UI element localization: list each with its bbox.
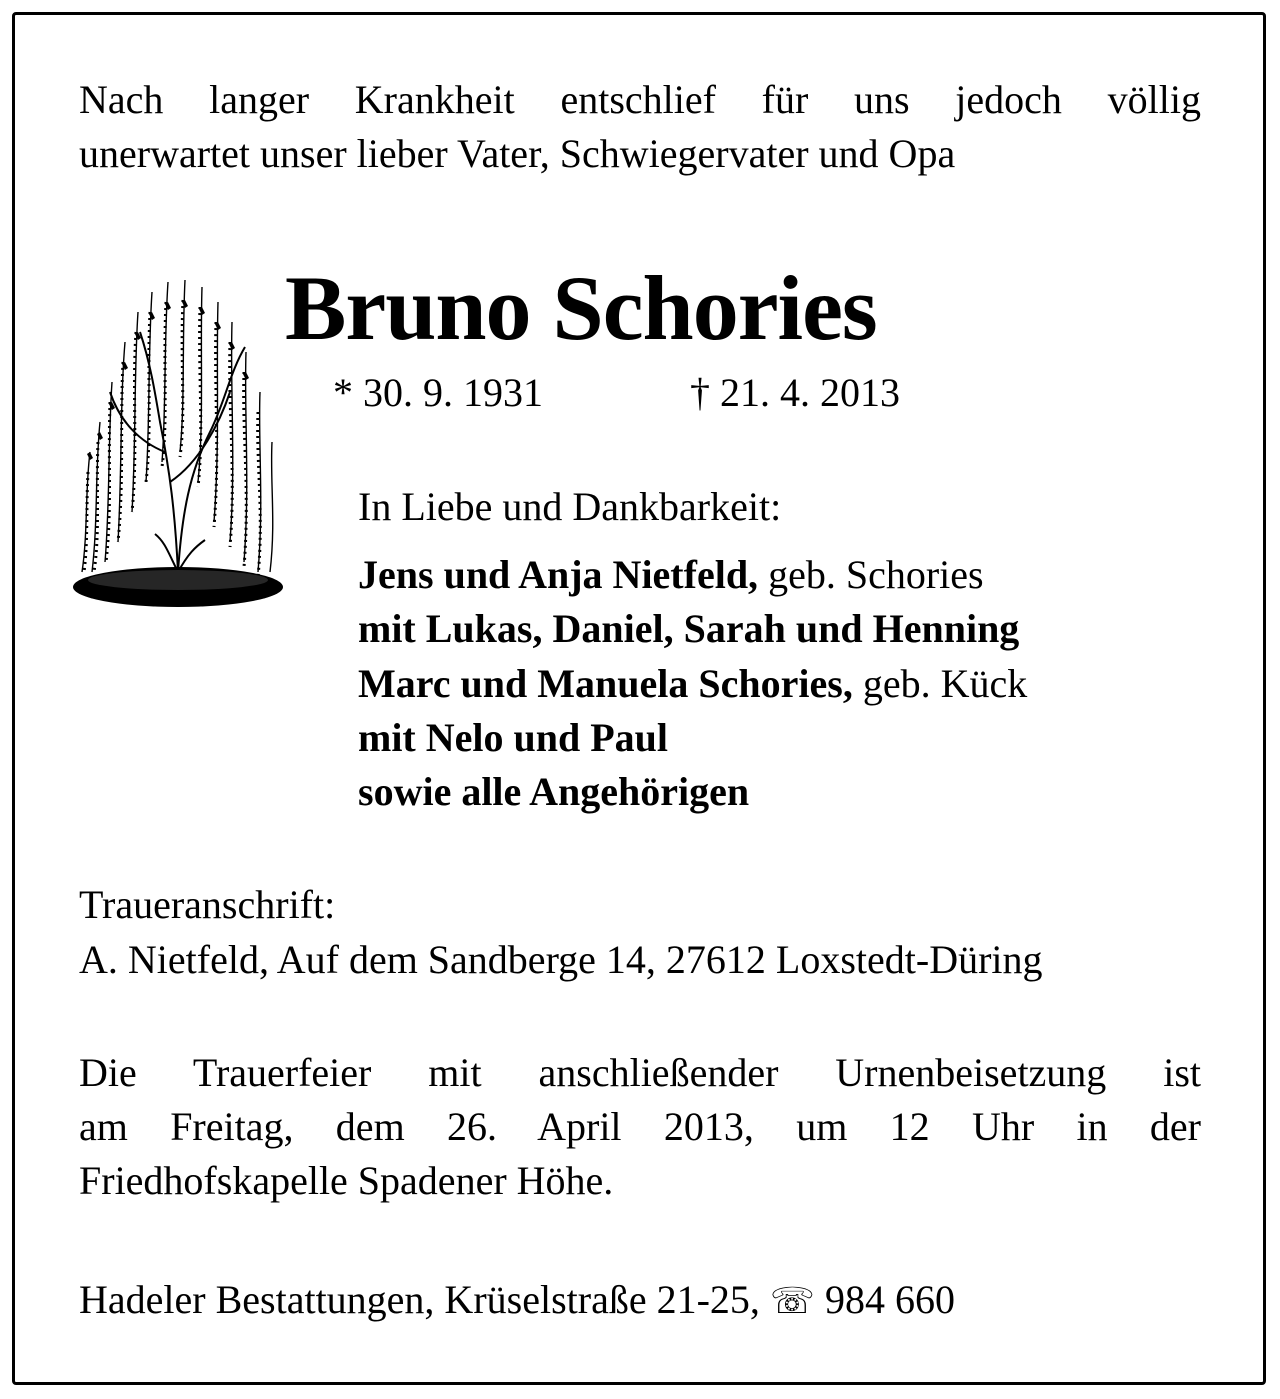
telephone-icon: ☏ bbox=[769, 1281, 815, 1322]
ceremony-line-3: Friedhofskapelle Spadener Höhe. bbox=[79, 1158, 614, 1203]
mourner-line-2: mit Lukas, Daniel, Sarah und Henning bbox=[358, 606, 1020, 651]
ceremony-text bbox=[79, 1046, 1201, 1208]
mourner-maiden-3: geb. Kück bbox=[852, 661, 1028, 706]
intro-line-1: Nach langer Krankheit entschlief für uns jedoch völlig bbox=[79, 77, 1201, 122]
mourner-maiden-1: geb. Schories bbox=[758, 552, 984, 597]
intro-line-2: unerwartet unser lieber Vater, Schwiegervater und Opa bbox=[79, 131, 956, 176]
address-value: A. Nietfeld, Auf dem Sandberge 14, 27612 Loxstedt-Düring bbox=[79, 937, 1043, 982]
death-date: † 21. 4. 2013 bbox=[690, 370, 900, 415]
mourner-names-3: Marc und Manuela Schories, bbox=[358, 661, 853, 706]
weeping-willow-icon bbox=[70, 272, 285, 622]
mourner-names-1: Jens und Anja Nietfeld, bbox=[358, 552, 759, 597]
undertaker-line bbox=[79, 1273, 955, 1329]
mourner-line-3 bbox=[358, 657, 1027, 711]
intro-text bbox=[79, 73, 1201, 181]
ceremony-line-1: Die Trauerfeier mit anschließender Urnenbeisetzung ist bbox=[79, 1050, 1201, 1095]
mourner-line-4: mit Nelo und Paul bbox=[358, 715, 669, 760]
mourners-heading: In Liebe und Dankbarkeit: bbox=[358, 484, 782, 529]
address-label: Traueranschrift: bbox=[79, 882, 336, 927]
mourner-line-5: sowie alle Angehörigen bbox=[358, 769, 750, 814]
undertaker-text: Hadeler Bestattungen, Krüselstraße 21-25, bbox=[79, 1277, 770, 1322]
undertaker-phone: 984 660 bbox=[814, 1277, 955, 1322]
deceased-name: Bruno Schories bbox=[285, 257, 877, 359]
ceremony-line-2: am Freitag, dem 26. April 2013, um 12 Uhr in der bbox=[79, 1104, 1201, 1149]
mourner-line-1 bbox=[358, 548, 984, 602]
birth-date: * 30. 9. 1931 bbox=[333, 370, 543, 415]
